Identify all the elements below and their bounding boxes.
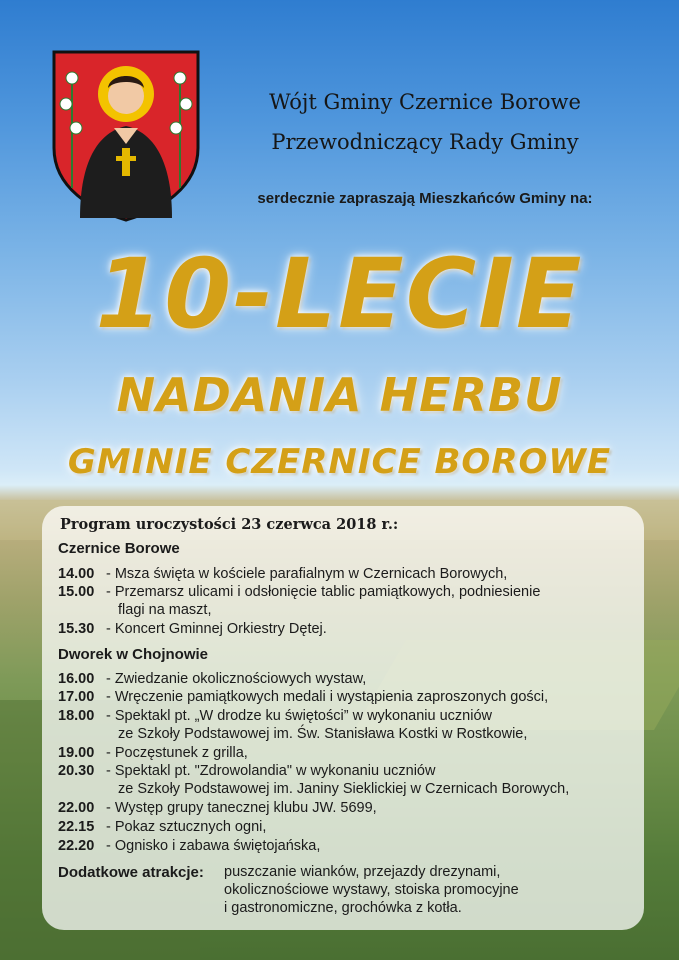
event-description: - Msza święta w kościele parafialnym w Czernicach Borowych,: [106, 566, 508, 582]
time-17-00: 17.00: [58, 689, 95, 705]
time-16-00: 16.00: [58, 671, 95, 687]
program-heading: Program uroczystości 23 czerwca 2018 r.:: [60, 516, 399, 533]
event-description: - Ognisko i zabawa świętojańska,: [106, 838, 321, 854]
section-czernice-borowe: Czernice Borowe: [58, 540, 180, 557]
invitation-text: serdecznie zapraszają Mieszkańców Gminy na:: [257, 190, 593, 207]
event-description-cont: ze Szkoły Podstawowej im. Św. Stanisława Kostki w Rostkowie,: [118, 726, 528, 742]
event-description: - Spektakl pt. "Zdrowolandia" w wykonaniu uczniów: [106, 763, 436, 779]
time-20-30: 20.30: [58, 763, 95, 779]
title-subtitle-1: NADANIA HERBU: [116, 368, 563, 422]
event-description: - Pokaz sztucznych ogni,: [106, 819, 267, 835]
event-description: - Zwiedzanie okolicznościowych wystaw,: [106, 671, 367, 687]
event-description: - Występ grupy tanecznej klubu JW. 5699,: [106, 800, 377, 816]
time-19-00: 19.00: [58, 745, 95, 761]
time-14-00: 14.00: [58, 566, 95, 582]
time-15-00: 15.00: [58, 584, 95, 600]
time-22-20: 22.20: [58, 838, 95, 854]
extras-line: i gastronomiczne, grochówka z kotła.: [224, 900, 462, 916]
coat-of-arms-icon: [50, 48, 202, 222]
extras-line: okolicznościowe wystawy, stoiska promocyjne: [224, 882, 519, 898]
event-description: - Poczęstunek z grilla,: [106, 745, 248, 761]
time-15-30: 15.30: [58, 621, 95, 637]
event-description: - Wręczenie pamiątkowych medali i wystąpienia zaproszonych gości,: [106, 689, 549, 705]
time-18-00: 18.00: [58, 708, 95, 724]
extras-label: Dodatkowe atrakcje:: [58, 864, 204, 881]
title-main: 10-LECIE: [95, 238, 584, 350]
event-description: - Spektakl pt. „W drodze ku świętości” w wykonaniu uczniów: [106, 708, 493, 724]
header-line-2: Przewodniczący Rady Gminy: [271, 130, 579, 154]
time-22-15: 22.15: [58, 819, 95, 835]
event-description-cont: ze Szkoły Podstawowej im. Janiny Sieklickiej w Czernicach Borowych,: [118, 781, 570, 797]
event-description-cont: flagi na maszt,: [118, 602, 212, 618]
event-description: - Koncert Gminnej Orkiestry Dętej.: [106, 621, 327, 637]
section-dworek-w-chojnowie: Dworek w Chojnowie: [58, 646, 209, 663]
title-subtitle-2: GMINIE CZERNICE BOROWE: [67, 442, 612, 482]
extras-line: puszczanie wianków, przejazdy drezynami,: [224, 864, 501, 880]
header-line-1: Wójt Gminy Czernice Borowe: [269, 90, 581, 114]
time-22-00: 22.00: [58, 800, 95, 816]
event-description: - Przemarsz ulicami i odsłonięcie tablic pamiątkowych, podniesienie: [106, 584, 541, 600]
